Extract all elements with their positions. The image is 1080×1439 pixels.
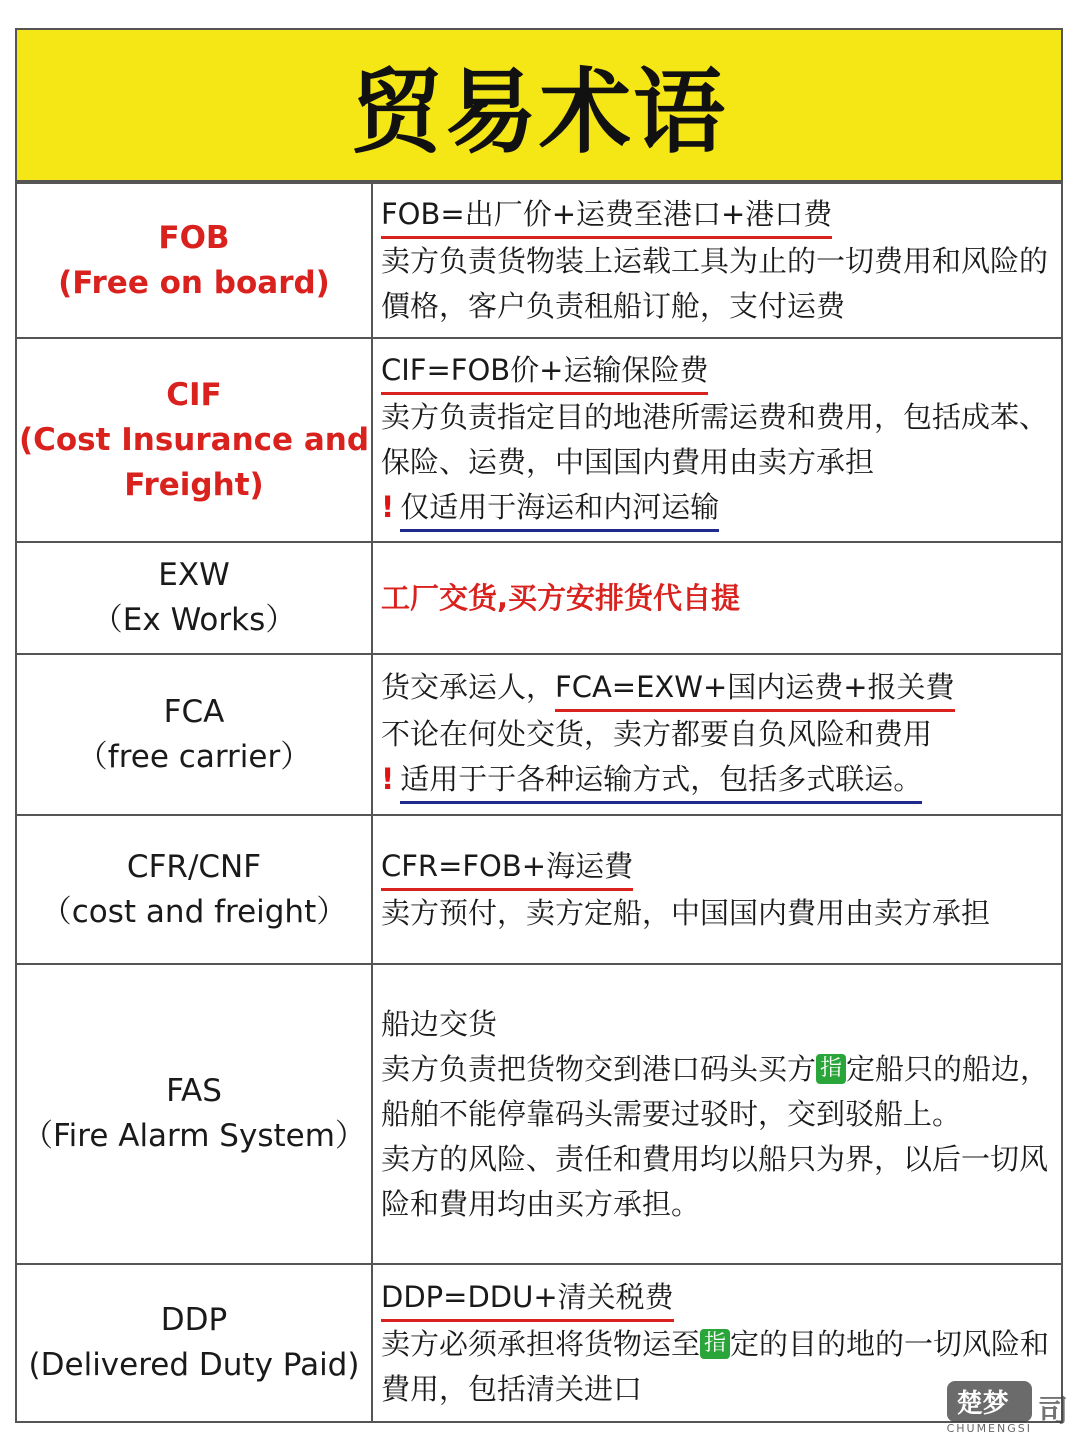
term-cell <box>16 183 372 338</box>
exclamation-icon: ! <box>381 490 395 524</box>
table-row <box>16 1264 1062 1422</box>
description-heading: 船边交货 <box>381 1006 498 1041</box>
table-row <box>16 964 1062 1264</box>
term-fullname: (Delivered Duty Paid) <box>28 1347 360 1383</box>
description-cell <box>372 542 1062 654</box>
page-title: 贸易术语 <box>350 59 727 166</box>
term-code: FOB <box>158 219 230 256</box>
description-text: 工厂交货,买方安排货代自提 <box>381 580 741 615</box>
term-fullname: (Cost Insurance and Freight) <box>18 421 370 503</box>
description-text: 卖方必须承担将货物运至 <box>381 1326 701 1361</box>
watermark-glyph: 司 <box>1038 1394 1068 1429</box>
formula: FOB=出厂价+运费至港口+港口费 <box>381 194 832 239</box>
term-code: CFR/CNF <box>126 848 262 885</box>
description-text: 卖方的风险、责任和費用均以船只为界，以后一切风险和費用均由买方承担。 <box>381 1141 1049 1221</box>
description-text: 卖方负责货物装上运载工具为止的一切费用和风险的價格，客户负责租船订舱，支付运费 <box>381 244 1049 323</box>
table-row <box>16 542 1062 654</box>
table-row <box>16 815 1062 964</box>
term-cell <box>16 1264 372 1422</box>
description-text: 卖方负责把货物交到港口码头买方 <box>381 1051 817 1086</box>
description-text: 卖方负责指定目的地港所需运费和费用，包括成苯、保险、运费，中国国内費用由卖方承担 <box>381 400 1049 479</box>
description-cell <box>372 654 1062 815</box>
description-cell <box>372 964 1062 1264</box>
term-fullname: （free carrier） <box>76 738 312 775</box>
term-code: DDP <box>160 1302 228 1338</box>
watermark-logo: 楚梦 <box>947 1381 1032 1422</box>
trade-terms-sheet <box>15 28 1063 1423</box>
badge-icon: 指 <box>700 1329 730 1359</box>
term-fullname: （Fire Alarm System） <box>22 1118 366 1154</box>
term-cell <box>16 815 372 964</box>
term-fullname: (Free on board) <box>58 264 330 301</box>
term-cell <box>16 964 372 1264</box>
formula: DDP=DDU+清关税费 <box>381 1277 674 1322</box>
term-fullname: （cost and freight） <box>40 893 348 930</box>
exclamation-icon: ! <box>381 762 395 796</box>
term-code: CIF <box>166 376 222 413</box>
description-cell <box>372 183 1062 338</box>
note-text: 适用于于各种运输方式，包括多式联运。 <box>400 759 922 804</box>
term-fullname: （Ex Works） <box>91 602 297 638</box>
note-text: 仅适用于海运和内河运输 <box>400 487 719 532</box>
description-cell <box>372 338 1062 542</box>
table-row <box>16 654 1062 815</box>
watermark-subtitle: CHUMENGSI <box>946 1422 1032 1435</box>
description-text: 不论在何处交货，卖方都要自负风险和费用 <box>381 717 933 751</box>
table-row <box>16 183 1062 338</box>
formula-prefix: 货交承运人， <box>381 670 556 704</box>
term-cell <box>16 338 372 542</box>
term-cell <box>16 542 372 654</box>
term-code: FCA <box>163 693 225 730</box>
term-cell <box>16 654 372 815</box>
title-banner <box>15 28 1063 182</box>
description-text: 定船只的船边，船舶不能停靠码头需要过驳时，交到驳船上。 <box>381 1051 1050 1131</box>
terms-table <box>15 182 1063 1423</box>
term-code: EXW <box>158 557 230 593</box>
formula: CFR=FOB+海运費 <box>381 846 633 891</box>
watermark <box>947 1381 1068 1435</box>
description-cell <box>372 815 1062 964</box>
table-row <box>16 338 1062 542</box>
description-text: 卖方预付，卖方定船，中国国内費用由卖方承担 <box>381 895 991 930</box>
formula: CIF=FOB价+运输保险费 <box>381 350 708 395</box>
term-code: FAS <box>166 1073 222 1109</box>
formula: FCA=EXW+国内运费+报关費 <box>555 667 955 712</box>
description-text: 定的目的地的一切风险和費用，包括清关进口 <box>381 1326 1050 1406</box>
badge-icon: 指 <box>816 1054 846 1084</box>
